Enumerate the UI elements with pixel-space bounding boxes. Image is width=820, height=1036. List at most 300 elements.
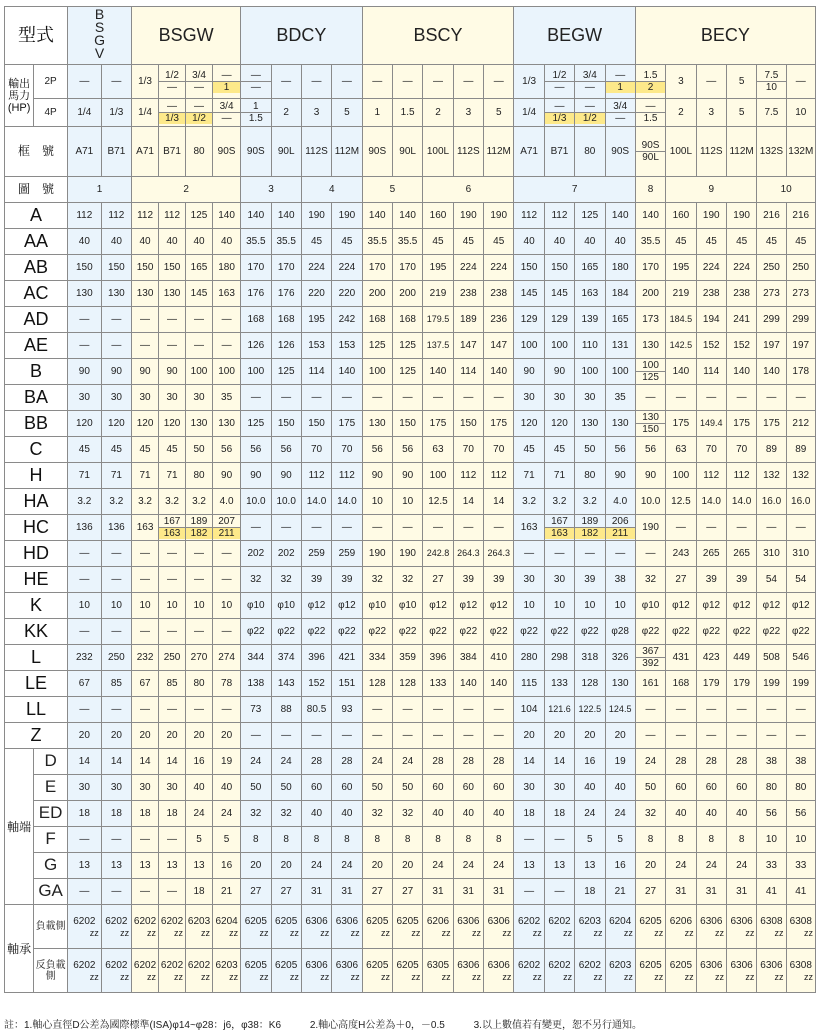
bearing-suffix: zz [654,927,664,938]
figure-label: 圖 號 [5,177,68,203]
pole-label: 2P [34,65,68,99]
bearing-number: 6205 [275,959,298,971]
bearing-cell [186,949,213,993]
cell-value: 90L [636,151,665,163]
dim-cell: 90 [362,463,392,489]
dim-cell: 140 [757,359,786,385]
dim-cell: 175 [332,411,362,437]
shaft-cell: 38 [757,749,786,775]
dim-cell: 200 [635,281,665,307]
hp-cell: — [301,65,331,99]
dim-cell: 264.3 [484,541,514,567]
type-label: 型式 [5,7,68,65]
dim-cell: 70 [301,437,331,463]
dim-cell: — [101,697,131,723]
dim-cell: 168 [271,307,301,333]
shaft-cell: 30 [101,775,131,801]
shaft-cell: — [101,879,131,905]
shaft-cell: 18 [514,801,544,827]
dim-cell: 35.5 [635,229,665,255]
dim-cell: 189 [453,307,483,333]
hp-cell [186,65,213,99]
hp-cell [544,99,574,127]
dim-cell: — [186,619,213,645]
bearing-suffix: zz [714,971,724,982]
dim-cell: 10 [362,489,392,515]
shaft-label: E [34,775,68,801]
bearing-suffix: zz [201,927,211,938]
dim-cell: 238 [484,281,514,307]
dim-label: HE [5,567,68,593]
dim-cell: — [101,333,131,359]
dim-row [5,567,816,593]
dim-cell: 423 [696,645,726,671]
dim-cell: 195 [423,255,453,281]
dim-cell: 100 [544,333,574,359]
dim-cell: 70 [453,437,483,463]
shaft-cell: 18 [67,801,101,827]
bearing-suffix: zz [320,971,330,982]
dim-cell: 39 [726,567,756,593]
dim-cell: 168 [362,307,392,333]
bearing-suffix: zz [89,927,99,938]
dim-cell: — [484,515,514,541]
dim-cell: — [159,307,186,333]
bearing-number: 6202 [160,959,184,971]
dim-cell: 175 [757,411,786,437]
dim-cell: 45 [726,229,756,255]
bearing-number: 6306 [335,915,359,927]
shaft-cell: 80 [757,775,786,801]
dim-cell: φ22 [786,619,815,645]
dim-cell: 273 [757,281,786,307]
dim-cell: 14 [453,489,483,515]
bearing-number: 6205 [396,915,419,927]
shaft-cell: 8 [635,827,665,853]
shaft-cell: 24 [392,749,422,775]
cell-value: 150 [636,423,665,435]
dim-cell: — [101,541,131,567]
dim-cell: 63 [423,437,453,463]
dim-label: HC [5,515,68,541]
shaft-cell: — [132,827,159,853]
dim-cell: 130 [605,411,635,437]
dim-cell: 120 [101,411,131,437]
shaft-row [5,775,816,801]
dim-cell: 80.5 [301,697,331,723]
dim-cell: — [132,333,159,359]
dim-label: K [5,593,68,619]
bearing-number: 6308 [789,959,812,971]
dim-cell: 10 [392,489,422,515]
dim-cell: 56 [392,437,422,463]
dim-cell: 130 [575,411,605,437]
bearing-cell [271,905,301,949]
shaft-cell: 50 [271,775,301,801]
frame-label: 框 號 [5,127,68,177]
cell-value: 163 [159,527,185,539]
dim-cell: 150 [544,255,574,281]
shaft-cell: 8 [423,827,453,853]
dim-cell: 112 [67,203,101,229]
cell-value: — [250,70,261,81]
hp-cell: — [392,65,422,99]
dim-cell [635,359,665,385]
dim-cell: 39 [575,567,605,593]
dim-cell: φ22 [757,619,786,645]
bearing-number: 6206 [426,915,450,927]
cell-value: — [645,101,656,112]
bearing-suffix: zz [380,927,390,938]
dim-cell: 3.2 [67,489,101,515]
dim-cell: 20 [67,723,101,749]
dim-cell: 10 [213,593,241,619]
dim-label: C [5,437,68,463]
shaft-cell: — [101,827,131,853]
dim-cell: — [453,385,483,411]
dim-cell: — [301,385,331,411]
dim-cell: 45 [67,437,101,463]
dim-cell: 150 [301,411,331,437]
dim-cell: — [301,723,331,749]
dim-cell: — [786,697,815,723]
dim-cell: 153 [301,333,331,359]
dim-cell: 150 [132,255,159,281]
frame-cell: 90S [362,127,392,177]
cell-value: 7.5 [764,70,779,81]
dim-cell: 140 [605,203,635,229]
dim-cell: — [786,515,815,541]
dim-cell: 124.5 [605,697,635,723]
dim-cell: 114 [453,359,483,385]
dim-cell: 100 [362,359,392,385]
dim-cell: 3.2 [514,489,544,515]
frame-cell: 100L [423,127,453,177]
dim-cell: 179.5 [423,307,453,333]
dim-cell: 56 [213,437,241,463]
shaft-cell: 28 [332,749,362,775]
frame-cell: B71 [544,127,574,177]
dim-cell: 71 [544,463,574,489]
dim-cell: 161 [635,671,665,697]
dim-cell: — [696,515,726,541]
dim-cell: 14.0 [726,489,756,515]
dim-label: A [5,203,68,229]
bearing-number: 6305 [426,959,450,971]
frame-cell: 90S [213,127,241,177]
cell-value: 163 [545,527,574,539]
cell-value: 1/3 [159,112,185,124]
bearing-cell [605,949,635,993]
cell-value: — [213,112,240,124]
dim-cell: 10 [132,593,159,619]
dim-cell: 180 [213,255,241,281]
dim-cell: 100 [666,463,696,489]
dim-cell: 67 [132,671,159,697]
dim-label: AE [5,333,68,359]
dim-cell: 85 [159,671,186,697]
bearing-cell [159,905,186,949]
dim-cell [186,515,213,541]
dim-cell: φ10 [271,593,301,619]
figure-number: 2 [132,177,241,203]
cell-value: — [584,101,595,112]
dim-cell: 170 [392,255,422,281]
dim-cell: 56 [605,437,635,463]
dim-cell: 35.5 [241,229,271,255]
dim-cell: 10 [101,593,131,619]
dim-cell: 90 [544,359,574,385]
dim-cell: 265 [696,541,726,567]
dim-cell: 140 [213,203,241,229]
dim-cell: 150 [392,411,422,437]
dim-cell: 140 [484,359,514,385]
dim-cell: 224 [301,255,331,281]
dim-cell: 170 [362,255,392,281]
dim-row [5,489,816,515]
dim-cell: 10.0 [271,489,301,515]
frame-row [5,127,816,177]
frame-cell: 90S [605,127,635,177]
bearing-suffix: zz [804,927,813,938]
bearing-suffix: zz [320,927,330,938]
dim-cell: — [392,385,422,411]
dim-cell: 45 [514,437,544,463]
bearing-cell [241,905,271,949]
shaft-cell: 19 [605,749,635,775]
dim-cell: 140 [666,359,696,385]
bearing-cell [726,905,756,949]
bearing-suffix: zz [174,927,184,938]
dim-cell: φ12 [757,593,786,619]
dim-cell: 190 [635,515,665,541]
dim-cell: 163 [213,281,241,307]
dim-cell: 114 [301,359,331,385]
dim-cell: 200 [392,281,422,307]
dim-cell: φ12 [484,593,514,619]
cell-value: 182 [575,527,604,539]
dim-cell: 56 [271,437,301,463]
dim-cell: 38 [605,567,635,593]
dim-cell: 139 [575,307,605,333]
dim-cell: 259 [332,541,362,567]
cell-value: 90S [641,140,660,151]
hp-cell [544,65,574,99]
bearing-cell [301,905,331,949]
dim-cell: — [666,515,696,541]
shaft-row [5,853,816,879]
dim-cell: 165 [575,255,605,281]
dim-cell: 100 [213,359,241,385]
shaft-cell: 31 [696,879,726,905]
dim-cell: 150 [271,411,301,437]
dim-cell: 32 [241,567,271,593]
cell-value: 1/2 [186,112,212,124]
dim-cell: — [484,697,514,723]
dim-cell: 168 [241,307,271,333]
shaft-cell: 40 [423,801,453,827]
cell-value: 1.5 [643,70,658,81]
bearing-number: 6202 [105,959,128,971]
dim-cell: 40 [101,229,131,255]
hp-cell: 2 [666,99,696,127]
shaft-cell: 14 [159,749,186,775]
dim-cell: 100 [575,359,605,385]
cell-value: — [194,101,205,112]
dim-cell: — [666,723,696,749]
cell-value: 3/4 [582,70,597,81]
bearing-cell [423,905,453,949]
cell-value: — [167,101,178,112]
dim-cell: — [186,307,213,333]
bearing-label: 軸承 [5,905,34,993]
dim-cell: 236 [484,307,514,333]
dim-cell: 152 [696,333,726,359]
dim-cell: 190 [332,203,362,229]
dim-cell: 133 [423,671,453,697]
dim-cell: 152 [726,333,756,359]
bearing-cell [575,949,605,993]
dim-cell: 32 [362,567,392,593]
bearing-suffix: zz [532,927,542,938]
dim-cell: 410 [484,645,514,671]
dim-cell: — [423,385,453,411]
bearing-cell [392,905,422,949]
frame-cell: 112S [453,127,483,177]
dim-cell: 121.6 [544,697,574,723]
dim-cell: — [332,385,362,411]
bearing-cell [213,949,241,993]
shaft-cell: 27 [241,879,271,905]
shaft-cell: 60 [423,775,453,801]
dim-cell: 90 [67,359,101,385]
bearing-suffix: zz [804,971,813,982]
cell-value: 211 [606,527,635,539]
shaft-cell: 10 [786,827,815,853]
dim-cell: 140 [392,203,422,229]
dim-cell: 130 [101,281,131,307]
cell-value: 125 [636,371,665,383]
bearing-number: 6306 [730,959,753,971]
bearing-suffix: zz [229,927,239,938]
bearing-cell [67,905,101,949]
dim-cell: 4.0 [605,489,635,515]
shaft-cell: 27 [392,879,422,905]
dim-cell: 35.5 [392,229,422,255]
shaft-cell: 24 [332,853,362,879]
bearing-side-label: 負載側 [34,905,68,949]
bearing-cell [362,905,392,949]
bearing-cell [696,905,726,949]
dim-cell: 90 [271,463,301,489]
dim-cell: 16.0 [757,489,786,515]
shaft-label: ED [34,801,68,827]
dim-cell: 298 [544,645,574,671]
dim-label: HA [5,489,68,515]
shaft-cell: 18 [159,801,186,827]
dim-label: AB [5,255,68,281]
dim-cell: — [67,697,101,723]
dim-cell: 30 [132,385,159,411]
dim-cell: 202 [241,541,271,567]
shaft-cell: 8 [726,827,756,853]
dim-cell: 71 [132,463,159,489]
bearing-suffix: zz [714,927,724,938]
dim-cell: 126 [271,333,301,359]
dim-cell: 178 [786,359,815,385]
dim-cell: 40 [544,229,574,255]
dim-cell: φ22 [332,619,362,645]
dim-cell: 80 [575,463,605,489]
dim-cell: — [213,697,241,723]
shaft-cell: 13 [186,853,213,879]
shaft-cell: 30 [159,775,186,801]
figure-number: 6 [423,177,514,203]
shaft-cell: 16 [186,749,213,775]
dim-cell: 112 [332,463,362,489]
dim-cell: 20 [544,723,574,749]
frame-cell: B71 [101,127,131,177]
dim-cell: — [392,515,422,541]
dim-cell: 30 [544,567,574,593]
shaft-cell: 8 [271,827,301,853]
dim-cell: — [159,333,186,359]
dim-cell: — [726,515,756,541]
dim-cell: 45 [453,229,483,255]
dim-cell: 100 [186,359,213,385]
bearing-cell [757,949,786,993]
bearing-cell [666,905,696,949]
dim-cell: 10.0 [241,489,271,515]
shaft-cell: 24 [696,853,726,879]
frame-cell [635,127,665,177]
bearing-row [5,949,816,993]
hp-row-p2 [5,65,816,99]
dim-cell: 200 [362,281,392,307]
dim-cell: 45 [544,437,574,463]
dim-cell: 374 [271,645,301,671]
frame-cell: B71 [159,127,186,177]
bearing-cell [101,949,131,993]
cell-value: 1/2 [575,112,604,124]
bearing-number: 6203 [187,915,211,927]
dim-cell: — [213,307,241,333]
dim-cell: 190 [696,203,726,229]
figure-number: 4 [301,177,362,203]
dim-cell: 129 [514,307,544,333]
dim-cell: 89 [757,437,786,463]
dim-cell: 16.0 [786,489,815,515]
dim-cell: 39 [484,567,514,593]
dim-row [5,359,816,385]
dim-cell: 176 [241,281,271,307]
dim-cell: 265 [726,541,756,567]
dim-cell: 190 [453,203,483,229]
dim-cell: 224 [453,255,483,281]
hp-cell: 1/4 [514,99,544,127]
bearing-cell [544,905,574,949]
dim-cell: — [453,697,483,723]
shaft-cell: 50 [241,775,271,801]
dim-cell: 129 [544,307,574,333]
shaft-cell: 28 [726,749,756,775]
dim-cell: 10 [514,593,544,619]
dim-cell: 40 [575,229,605,255]
bearing-suffix: zz [120,927,130,938]
dim-cell: 120 [514,411,544,437]
shaft-row [5,749,816,775]
dim-cell: 310 [757,541,786,567]
